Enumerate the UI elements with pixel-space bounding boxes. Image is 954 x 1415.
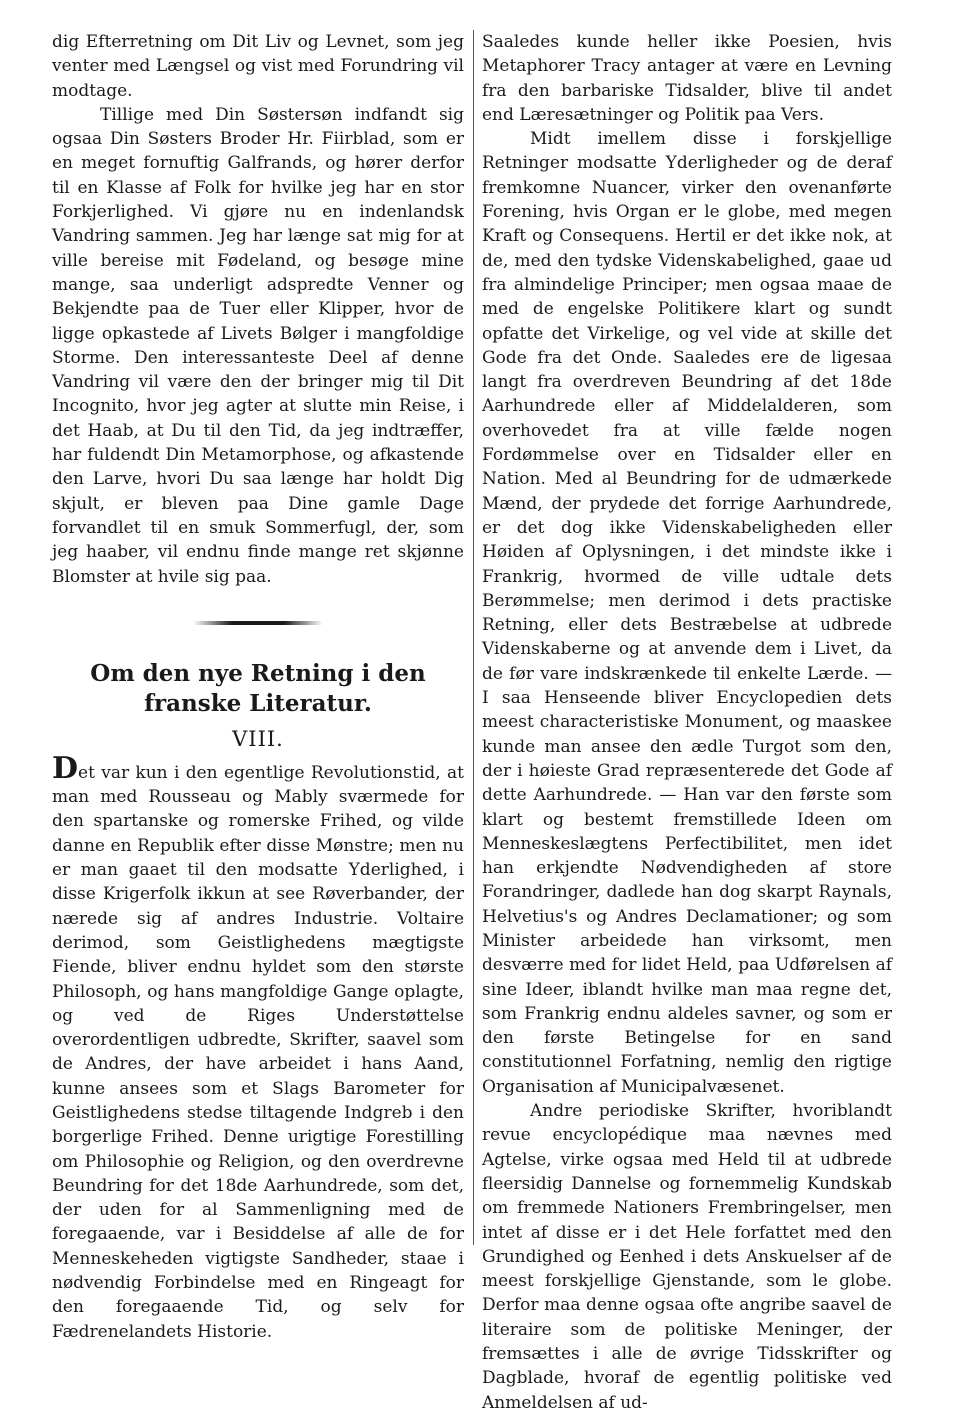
right-column: [482, 30, 892, 1415]
drop-cap-letter: D: [52, 750, 79, 786]
left-paragraph-1: dig Efterretning om Dit Liv og Levnet, som jeg venter med Længsel og vist med Forundring vil modtage.: [52, 32, 464, 101]
section-paragraph-text: et var kun i den egentlige Revolutionstid, at man med Rousseau og Mably sværmede for den spartanske og romerske Frihed, og vilde danne en Republik efter disse Mønstre; men nu er man gaaet til den modsatte Yderlighed, i disse Krigerfolk ikkun at see Røverbander, der nærede sig af andres Industrie. Voltaire derimod, som Geistlighedens mægtigste Fiende, bliver endnu hyldet som den største Philosoph, og hans mangfoldige Gange oplagte, og ved de Riges Understøttelse overordentligen udbredte, Skrifter, saavel som de Andres, der have arbeidet i hans Aand, kunne ansees som et Slags Barometer for Geistlighedens stedse tiltagende Indgreb i den borgerlige Frihed. Denne urigtige Forestilling om Philosophie og Religion, og den overdrevne Beundring for det 18de Aarhundrede, som det, der uden for al Sammenligning med de foregaaende, var i Besiddelse af alle de for Menneskeheden vigtigste Sandheder, staae i nødvendig Forbindelse med en Ringeagt for den foregaaende Tid, og selv for Fædrenelandets Historie.: [52, 762, 464, 1342]
right-paragraph-2: Midt imellem disse i forskjellige Retninger modsatte Yderligheder og de deraf fremkomne Nuancer, virker den ovenanførte Forening, hvis Organ er le globe, med megen Kraft og Consequens. Hertil er det ikke nok, at de, med den tydske Videnskabelighed, gaae ud fra almindelige Principer; men ogsaa maae de med de engelske Politikere klart og sundt opfatte det Virkelige, og vel vide at skille det Gode fra det Onde. Saaledes ere de ligesaa langt fra overdreven Beundring af det 18de Aarhundrede eller af Middelalderen, som overhovedet fra at ville fælde nogen Fordømmelse over en Tidsalder eller en Nation. Med al Beundring for de udmærkede Mænd, der prydede det forrige Aarhundrede, er det dog ikke Videnskabeligheden eller Høiden af Oplysningen, i det mindste ikke i Frankrig, hvormed de ville udtale dets Berømmelse; men derimod i dets practiske Retning, eller dets Bestræbelse at udbrede Videnskaberne og at anvende dem i Livet, da de før vare indskrænkede til enkelte Lærde. — I saa Henseende bliver Encyclopedien dets meest characteristiske Monument, og maaskee kunde man ansee den ædle Turgot som den, der i høieste Grad repræsenterede det Gode af dette Aarhundrede. — Han var den første som klart og bestemt fremstillede Ideen om Menneskeslægtens Perfectibilitet, men idet han erkjendte Nødvendigheden af store Forandringer, dadlede han dog skarpt Raynals, Helvetius's og Andres Declamationer; og som Minister arbeidede han virksomt, men desværre med for lidet Held, paa Udførelsen af sine Ideer, iblandt hvilke man maa regne det, som Frankrig endnu aldeles savner, og som er den første Betingelse for en sand constitutionnel Forfatning, nemlig den rigtige Organisation af Municipalvæsenet.: [482, 129, 892, 1097]
section-heading: Om den nye Retning i den franske Literatur.: [90, 659, 426, 717]
section-paragraph: [52, 750, 464, 1344]
left-paragraph-2: Tillige med Din Søstersøn indfandt sig ogsaa Din Søsters Broder Hr. Fiirblad, som er en meget fornuftig Galfrands, og hører derfor til en Klasse af Folk for hvilke jeg har en stor Forkjerlighed. Vi gjøre nu en indenlandsk Vandring sammen. Jeg har længe sat mig for at ville bereise mit Fødeland, og besøge mine mange, saa underligt adspredte Venner og Bekjendte paa de Tuer eller Klipper, hvor de ligge opkastede af Livets Bølger i mangfoldige Storme. Den interessanteste Deel af denne Vandring vil være den der bringer mig til Dit Incognito, hvor jeg agter at slutte min Reise, i det Haab, at Du til den Tid, da jeg indtræffer, har fuldendt Din Metamorphose, og afkastende den Larve, hvori Du saa længe har holdt Dig skjult, er bleven paa Dine gamle Dage forvandlet til en smuk Sommerfugl, der, som jeg haaber, vil endnu finde mange ret skjønne Blomster at hvile sig paa.: [52, 104, 464, 587]
section-number: VIII.: [232, 726, 284, 751]
section-divider-ornament: [193, 621, 323, 625]
left-column: [52, 30, 464, 1344]
column-divider: [473, 30, 474, 1245]
right-paragraph-3: Andre periodiske Skrifter, hvoriblandt revue encyclopédique maa nævnes med Agtelse, virke ogsaa med Held til at udbrede fleersidig Dannelse og fornemmelig Kundskab om fremmede Nationers Frembringelser, men intet af disse er i det Hele forfattet med den Grundighed og Eenhed i dets Anskuelser af de meest forskjellige Gjenstande, som le globe. Derfor maa denne ogsaa ofte angribe saavel de literaire som de politiske Meninger, der fremsættes i alle de øvrige Tidsskrifter og Dagblade, hvoraf de egentlig politiske ved Anmeldelsen af ud-: [482, 1101, 892, 1413]
right-paragraph-1: Saaledes kunde heller ikke Poesien, hvis Metaphorer Tracy antager at være en Levning fra den barbariske Tidsalder, blive til andet end Læresætninger og Politik paa Vers.: [482, 32, 892, 125]
